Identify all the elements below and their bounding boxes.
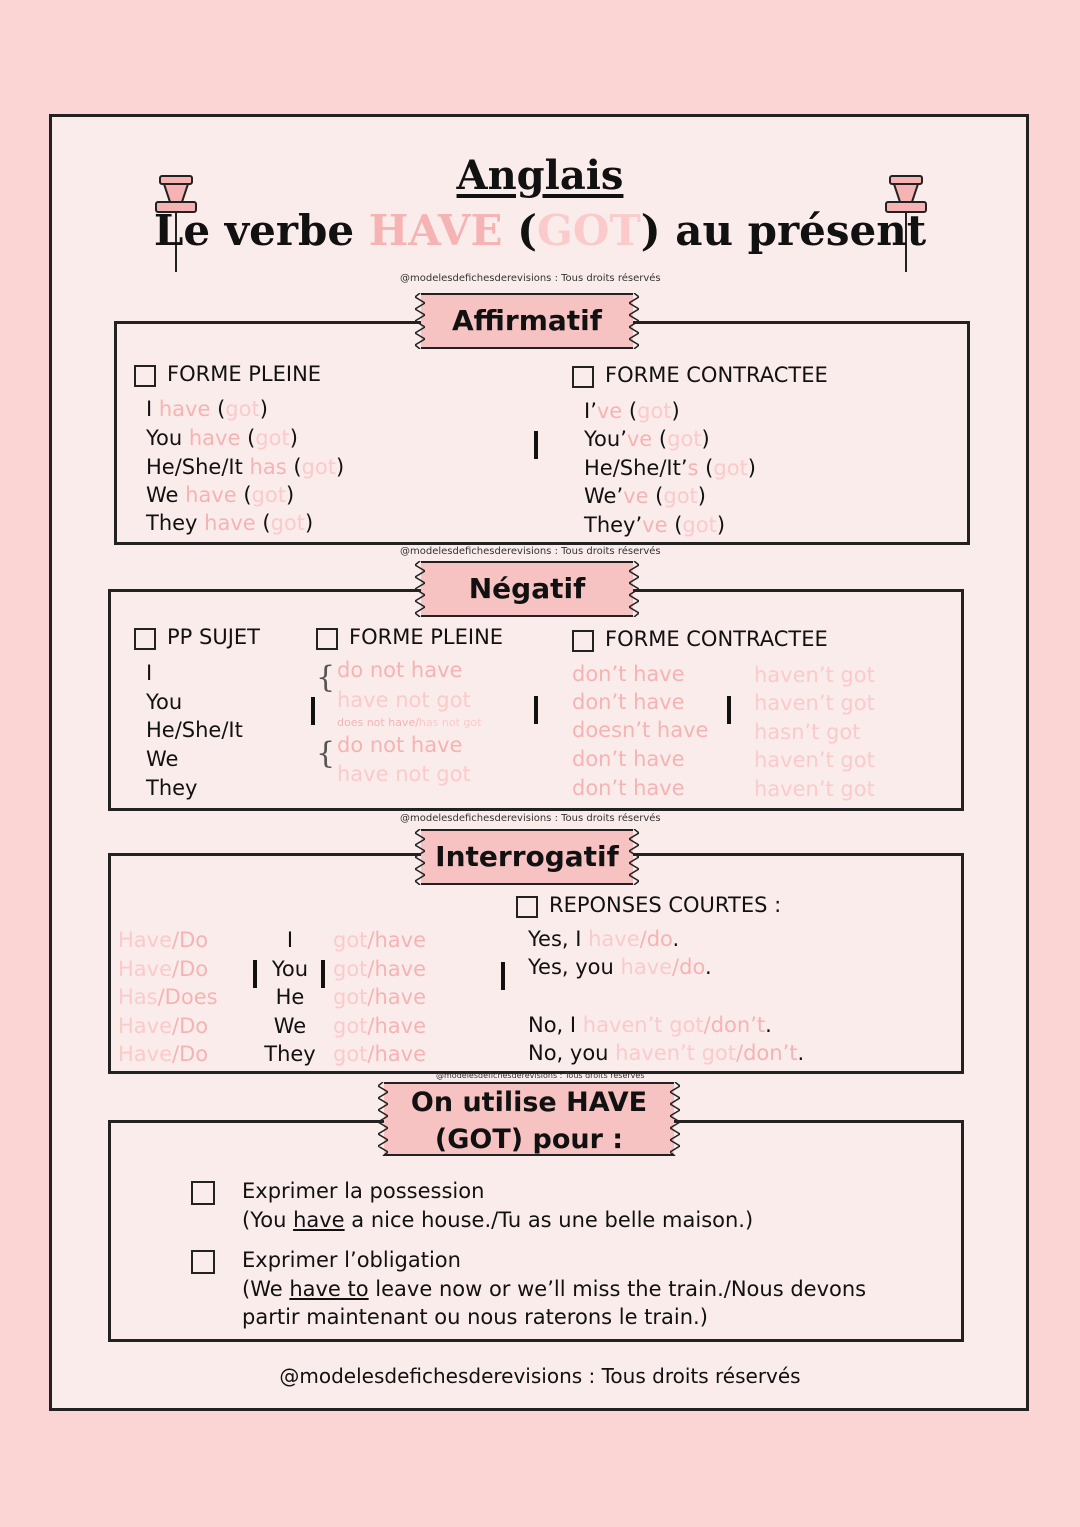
- usage-item-title: Exprimer la possession: [242, 1179, 485, 1203]
- page-title: Anglais: [456, 152, 624, 199]
- usage-banner: On utilise HAVE (GOT) pour :: [384, 1082, 674, 1156]
- negative-contracted-got: haven’t got: [754, 691, 875, 715]
- pp-subject-label: PP SUJET: [167, 625, 260, 649]
- checkbox: [572, 366, 594, 388]
- negative-note: does not have/has not got: [337, 716, 482, 729]
- contracted-form-label: FORME CONTRACTEE: [605, 627, 828, 651]
- divider: [534, 431, 538, 459]
- watermark: @modelesdefichesderevisions : Tous droits réservés: [400, 546, 661, 557]
- subject: I: [286, 928, 294, 952]
- negative-contracted-do: don’t have: [572, 776, 685, 800]
- contracted-form-label: FORME CONTRACTEE: [605, 363, 828, 387]
- watermark: @modelesdefichesderevisions : Tous droits réservés: [436, 1071, 645, 1080]
- short-answer: Yes, I have/do.: [528, 927, 680, 951]
- subject: We: [273, 1014, 307, 1038]
- main-verb: got/have: [333, 1042, 427, 1066]
- divider: [321, 960, 325, 988]
- divider: [501, 962, 505, 990]
- negative-full-form: do not have: [337, 658, 463, 682]
- auxiliary: Has/Does: [118, 985, 218, 1009]
- checkbox: [191, 1181, 215, 1205]
- conjugation-line: You’ve (got): [584, 427, 710, 451]
- subject: I: [146, 661, 153, 685]
- checkbox: [516, 896, 538, 918]
- divider: [253, 960, 257, 988]
- short-answer: Yes, you have/do.: [528, 955, 712, 979]
- watermark: @modelesdefichesderevisions : Tous droits réservés: [400, 813, 661, 824]
- negative-full-form: have not got: [337, 688, 471, 712]
- main-verb: got/have: [333, 1014, 427, 1038]
- checkbox: [134, 365, 156, 387]
- negative-contracted-got: haven’t got: [754, 777, 875, 801]
- full-form-label: FORME PLEINE: [167, 362, 322, 386]
- subject: They: [146, 776, 198, 800]
- conjugation-line: You have (got): [146, 426, 298, 450]
- subject: He/She/It: [146, 718, 243, 742]
- negative-contracted-got: hasn’t got: [754, 720, 861, 744]
- conjugation-line: I have (got): [146, 397, 268, 421]
- usage-example: (We have to leave now or we’ll miss the train./Nous devons: [242, 1277, 867, 1301]
- divider: [727, 696, 731, 724]
- subject: You: [146, 690, 183, 714]
- negative-contracted-do: don’t have: [572, 690, 685, 714]
- main-verb: got/have: [333, 957, 427, 981]
- auxiliary: Have/Do: [118, 1014, 209, 1038]
- subject: He: [275, 985, 305, 1009]
- conjugation-line: He/She/It’s (got): [584, 456, 756, 480]
- conjugation-line: We have (got): [146, 483, 295, 507]
- negative-contracted-got: haven’t got: [754, 663, 875, 687]
- divider: [311, 697, 315, 725]
- checkbox: [191, 1250, 215, 1274]
- affirmatif-banner: Affirmatif: [421, 293, 633, 349]
- subject: They: [264, 1042, 316, 1066]
- negative-contracted-got: haven’t got: [754, 748, 875, 772]
- conjugation-line: They’ve (got): [584, 513, 726, 537]
- full-form-label: FORME PLEINE: [349, 625, 504, 649]
- conjugation-line: I’ve (got): [584, 399, 680, 423]
- negative-full-form: do not have: [337, 733, 463, 757]
- footer-credit: @modelesdefichesderevisions : Tous droits réservés: [279, 1364, 801, 1388]
- subject: You: [271, 957, 309, 981]
- checkbox: [134, 628, 156, 650]
- negative-contracted-do: don’t have: [572, 662, 685, 686]
- brace-icon: {: [316, 736, 336, 771]
- negative-contracted-do: don’t have: [572, 747, 685, 771]
- conjugation-line: We’ve (got): [584, 484, 706, 508]
- interrogatif-banner: Interrogatif: [421, 829, 633, 885]
- main-verb: got/have: [333, 928, 427, 952]
- checkbox: [572, 630, 594, 652]
- auxiliary: Have/Do: [118, 928, 209, 952]
- short-answer: No, you haven’t got/don’t.: [528, 1041, 805, 1065]
- divider: [534, 696, 538, 724]
- checkbox: [316, 628, 338, 650]
- brace-icon: {: [316, 660, 336, 695]
- usage-example: partir maintenant ou nous raterons le train.): [242, 1305, 708, 1329]
- main-verb: got/have: [333, 985, 427, 1009]
- short-answers-label: REPONSES COURTES :: [549, 893, 782, 917]
- watermark: @modelesdefichesderevisions : Tous droits réservés: [400, 273, 661, 284]
- short-answer: No, I haven’t got/don’t.: [528, 1013, 772, 1037]
- conjugation-line: He/She/It has (got): [146, 455, 345, 479]
- conjugation-line: They have (got): [146, 511, 314, 535]
- subject: We: [146, 747, 179, 771]
- negative-full-form: have not got: [337, 762, 471, 786]
- negatif-banner: Négatif: [421, 561, 633, 617]
- auxiliary: Have/Do: [118, 1042, 209, 1066]
- negative-contracted-do: doesn’t have: [572, 718, 709, 742]
- page-subtitle: Le verbe HAVE (GOT) au présent: [153, 206, 927, 255]
- usage-example: (You have a nice house./Tu as une belle maison.): [242, 1208, 754, 1232]
- auxiliary: Have/Do: [118, 957, 209, 981]
- usage-item-title: Exprimer l’obligation: [242, 1248, 461, 1272]
